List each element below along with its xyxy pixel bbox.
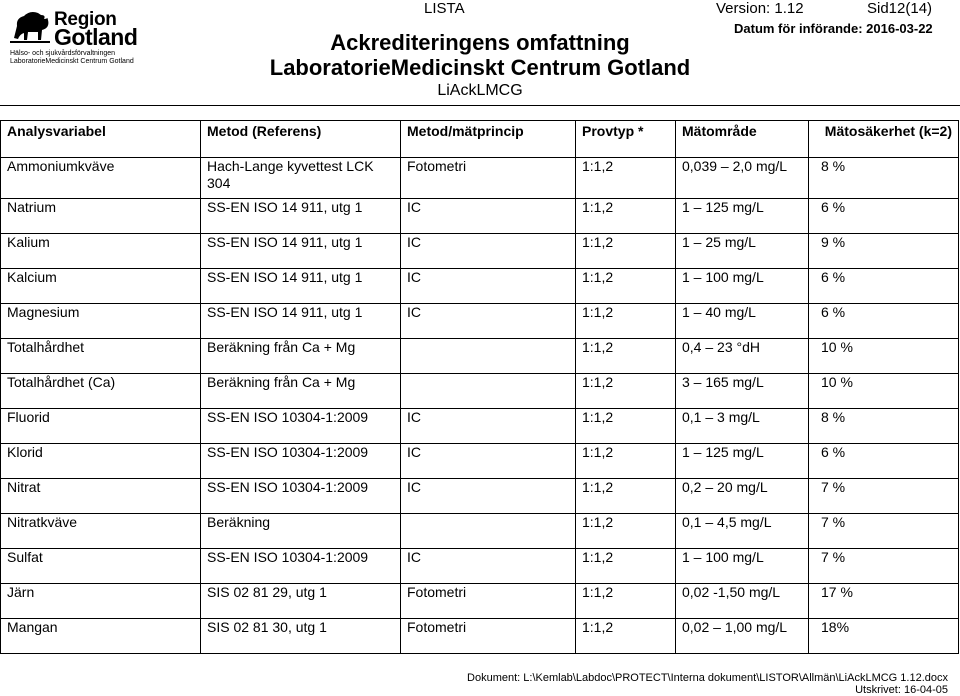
table-cell: 10 % (809, 339, 959, 374)
table-cell: Beräkning från Ca + Mg (201, 374, 401, 409)
table-cell (401, 339, 576, 374)
table-cell: Fotometri (401, 584, 576, 619)
table-cell: Beräkning (201, 514, 401, 549)
table-cell: IC (401, 199, 576, 234)
table-row (1, 199, 959, 234)
table-cell: SS-EN ISO 14 911, utg 1 (201, 199, 401, 234)
table-cell: Magnesium (1, 304, 201, 339)
table-cell: 1:1,2 (576, 619, 676, 654)
table-cell: 18% (809, 619, 959, 654)
table-cell: 8 % (809, 409, 959, 444)
table-cell: 0,2 – 20 mg/L (676, 479, 809, 514)
table-cell: IC (401, 234, 576, 269)
table-cell: SS-EN ISO 10304-1:2009 (201, 479, 401, 514)
table-cell: 6 % (809, 444, 959, 479)
table-row (1, 304, 959, 339)
page-title: Ackrediteringens omfattning (330, 30, 630, 55)
table-row (1, 374, 959, 409)
table-cell: 6 % (809, 199, 959, 234)
table-cell: 7 % (809, 549, 959, 584)
table-cell: IC (401, 549, 576, 584)
table-cell: 6 % (809, 304, 959, 339)
table-row (1, 549, 959, 584)
column-header: Metod (Referens) (201, 121, 401, 158)
table-cell: 7 % (809, 514, 959, 549)
table-cell: 0,039 – 2,0 mg/L (676, 158, 809, 199)
table-cell: SS-EN ISO 14 911, utg 1 (201, 269, 401, 304)
table-cell: Natrium (1, 199, 201, 234)
table-row (1, 444, 959, 479)
table-cell: 8 % (809, 158, 959, 199)
table-cell: SIS 02 81 29, utg 1 (201, 584, 401, 619)
table-cell: 7 % (809, 479, 959, 514)
table-cell: Kalcium (1, 269, 201, 304)
logo-subtitle-2: LaboratorieMedicinskt Centrum Gotland (10, 58, 134, 65)
table-cell: 1:1,2 (576, 479, 676, 514)
table-cell: Nitrat (1, 479, 201, 514)
logo-subtitle-1: Hälso- och sjukvårdsförvaltningen (10, 50, 116, 57)
logo-region-text: Region (54, 9, 117, 30)
table-row (1, 269, 959, 304)
table-cell: SIS 02 81 30, utg 1 (201, 619, 401, 654)
table-row (1, 339, 959, 374)
column-header: Mätosäkerhet (k=2) (809, 121, 959, 158)
table-cell: Sulfat (1, 549, 201, 584)
table-cell: 0,1 – 3 mg/L (676, 409, 809, 444)
table-cell: 1:1,2 (576, 304, 676, 339)
accreditation-table (0, 120, 959, 654)
column-header: Mätområde (676, 121, 809, 158)
table-cell: 1 – 100 mg/L (676, 269, 809, 304)
table-cell: SS-EN ISO 10304-1:2009 (201, 409, 401, 444)
print-date: Utskrivet: 16-04-05 (855, 684, 948, 696)
table-cell: 1:1,2 (576, 339, 676, 374)
table-cell: SS-EN ISO 10304-1:2009 (201, 549, 401, 584)
table-cell: 3 – 165 mg/L (676, 374, 809, 409)
table-row (1, 619, 959, 654)
table-cell: 1:1,2 (576, 269, 676, 304)
table-cell: 0,02 – 1,00 mg/L (676, 619, 809, 654)
table-cell: 0,4 – 23 °dH (676, 339, 809, 374)
document-code: LiAckLMCG (437, 82, 523, 99)
table-cell: IC (401, 409, 576, 444)
table-row (1, 584, 959, 619)
logo-gotland-text: Gotland (54, 24, 138, 50)
table-cell: Fotometri (401, 158, 576, 199)
column-header: Provtyp * (576, 121, 676, 158)
table-cell: 0,02 -1,50 mg/L (676, 584, 809, 619)
table-cell: 1:1,2 (576, 158, 676, 199)
page-number: Sid12(14) (867, 0, 933, 17)
table-cell: 1 – 25 mg/L (676, 234, 809, 269)
table-cell: SS-EN ISO 14 911, utg 1 (201, 234, 401, 269)
document-type: LISTA (424, 0, 465, 17)
column-header: Analysvariabel (1, 121, 201, 158)
table-cell: Järn (1, 584, 201, 619)
table-cell: Kalium (1, 234, 201, 269)
effective-date: Datum för införande: 2016-03-22 (734, 21, 933, 36)
table-cell: Totalhårdhet (1, 339, 201, 374)
table-cell: 1 – 125 mg/L (676, 199, 809, 234)
table-cell: Hach-Lange kyvettest LCK 304 (201, 158, 401, 199)
table-cell: IC (401, 304, 576, 339)
table-cell: Fotometri (401, 619, 576, 654)
table-cell: 0,1 – 4,5 mg/L (676, 514, 809, 549)
table-cell: 1:1,2 (576, 549, 676, 584)
table-cell: IC (401, 479, 576, 514)
table-cell: 1 – 125 mg/L (676, 444, 809, 479)
table-cell: SS-EN ISO 10304-1:2009 (201, 444, 401, 479)
table-cell (401, 514, 576, 549)
table-cell: 1 – 100 mg/L (676, 549, 809, 584)
table-row (1, 158, 959, 199)
table-cell: 1:1,2 (576, 514, 676, 549)
table-cell: 1:1,2 (576, 409, 676, 444)
table-cell: IC (401, 269, 576, 304)
table-row (1, 234, 959, 269)
table-cell: 1:1,2 (576, 199, 676, 234)
table-cell: Totalhårdhet (Ca) (1, 374, 201, 409)
table-cell: Ammoniumkväve (1, 158, 201, 199)
table-cell: 1:1,2 (576, 584, 676, 619)
table-cell: Klorid (1, 444, 201, 479)
table-cell: 6 % (809, 269, 959, 304)
table-row (1, 514, 959, 549)
table-cell: IC (401, 444, 576, 479)
table-cell: 9 % (809, 234, 959, 269)
table-cell: 1 – 40 mg/L (676, 304, 809, 339)
column-header: Metod/mätprincip (401, 121, 576, 158)
table-cell: SS-EN ISO 14 911, utg 1 (201, 304, 401, 339)
table-cell: 10 % (809, 374, 959, 409)
table-row (1, 409, 959, 444)
table-cell (401, 374, 576, 409)
table-cell: Beräkning från Ca + Mg (201, 339, 401, 374)
table-row (1, 479, 959, 514)
page-subtitle: LaboratorieMedicinskt Centrum Gotland (269, 55, 691, 80)
table-header-row (1, 121, 959, 158)
table-cell: 1:1,2 (576, 444, 676, 479)
table-cell: 1:1,2 (576, 374, 676, 409)
table-cell: Mangan (1, 619, 201, 654)
table-cell: Fluorid (1, 409, 201, 444)
document-version: Version: 1.12 (716, 0, 804, 17)
table-cell: Nitratkväve (1, 514, 201, 549)
table-cell: 17 % (809, 584, 959, 619)
table-cell: 1:1,2 (576, 234, 676, 269)
header-divider (0, 105, 960, 106)
document-path: Dokument: L:\Kemlab\Labdoc\PROTECT\Interna dokument\LISTOR\Allmän\LiAckLMCG 1.12.docx (467, 672, 948, 684)
